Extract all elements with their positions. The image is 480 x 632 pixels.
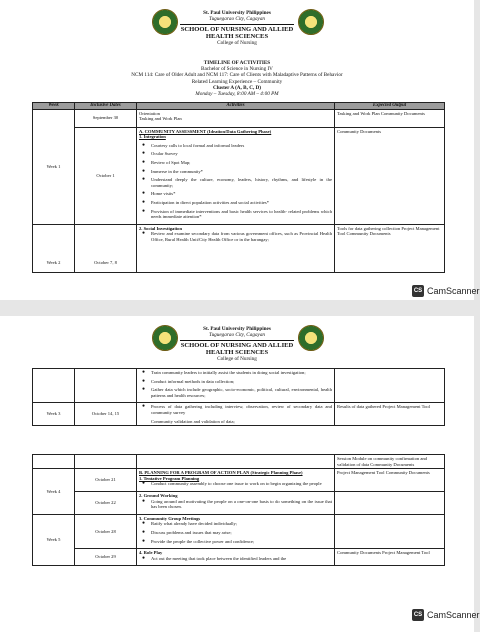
list-item: ● Going around and motivating the people on a one-on-one basis to do something on the issue that has been chosen. [151,499,332,510]
university-city: Tuguegarao City, Cagayan [208,16,266,23]
table-row [33,369,445,403]
school-title-block [170,26,304,47]
subsection-heading: 3. Community Group Meetings [139,515,201,521]
university-name: St. Paul University Philippines [203,10,271,16]
camscanner-icon: CS [412,285,424,297]
timeline-table-page-2-top [32,368,445,426]
column-header-week: Week [33,103,75,110]
schedule-label: Monday – Tuesday, 8:00 AM – 4:00 PM [195,91,279,98]
camscanner-watermark [412,285,480,297]
list-item: ● Immerse in the community* [151,169,332,175]
table-row [33,224,445,272]
output-cell: Community Documents [335,127,445,224]
output-cell: Results of data gathered Project Management Tool [335,403,445,426]
document-page-2 [0,316,480,632]
course-name: NCM 114: Care of Older Adult and NCM 117: Care of Clients with Maladaptive Patterns of Behavior [131,72,343,79]
camscanner-icon: CS [412,609,424,621]
list-item: ● Courtesy calls to local formal and informal leaders [151,143,332,149]
date-cell: October 7, 8 [75,224,137,272]
camscanner-watermark [412,609,480,621]
table-row [33,127,445,224]
week-cell: Week 5 [33,514,75,566]
list-item: ● Discuss problems and issues that may arise; [151,530,332,536]
table-row [33,549,445,566]
date-cell: October 14, 15 [75,403,137,426]
list-item: ● Participation in direct population activities and social activities* [151,200,332,206]
list-item: ● Ocular Survey [151,151,332,157]
date-cell: October 22 [75,491,137,514]
table-row [33,491,445,514]
activity-cell [137,369,335,403]
activity-line: Orientation [139,110,160,116]
activity-cell [137,109,335,127]
tentative-list [139,481,332,487]
activity-cell [137,127,335,224]
activity-cell [137,491,335,514]
subsection-heading: 2. Social Investigation [139,225,183,231]
camscanner-label: CamScanner [427,610,480,620]
column-header-output: Expected Output [335,103,445,110]
date-cell: October 1 [75,127,137,224]
list-item: ● Provision of immediate interventions and basic health services to health- related problems which needs immediate attention* [151,209,332,220]
experience-name: Related Learning Experience – Community [191,78,283,85]
list-item: ● Conduct community assembly to choose one issue to work on to begin organizing the people [151,481,332,487]
list-item: ● Process of data gathering including interview, observation, review of secondary data and community survey [151,404,332,415]
week3-list [139,404,332,415]
table-row [33,514,445,548]
table-row [33,469,445,492]
subsection-heading: 1. Tentative Program Planning [139,475,200,481]
output-cell: Session Module on community confirmation and validation of data Community Documents [335,455,445,469]
ground-list [139,499,332,510]
timeline-title: TIMELINE OF ACTIVITIES [203,60,271,66]
list-item: ● Conduct informal methods in data collection; [151,379,332,385]
list-item: ● Review of Spot Map; [151,160,332,166]
date-cell: October 21 [75,469,137,492]
school-name: SCHOOL OF NURSING AND ALLIED HEALTH SCIENCES [180,26,294,41]
table-row [33,109,445,127]
integration-list [139,143,332,220]
date-cell: October 28 [75,514,137,548]
subsection-heading: 2. Ground Working [139,492,178,498]
list-item: ● Home visits* [151,191,332,197]
subsection-heading: 1. Integration [139,134,166,140]
table-row [33,455,445,469]
section-heading: B. PLANNING FOR A PROGRAM OF ACTION PLAN (Strategic Planning Phase) [139,470,303,476]
college-name: College of Nursing [217,356,257,363]
date-cell: September 30 [75,109,137,127]
week-cell: Week 4 [33,469,75,515]
list-item: ● Train community leaders to initially assist the students in doing social investigation; [151,370,332,376]
activity-cell [137,514,335,548]
section-heading: A. COMMUNITY ASSESSMENT (Ideation/Data Gathering Phase) [139,128,272,134]
column-header-activities: Activities [137,103,335,110]
list-item: ● Gather data which include geographic, socio-economic, political, cultural, environmental, health patterns and health resources; [151,387,332,398]
subsection-heading: 4. Role Play [139,550,163,556]
list-item: ● Ratify what already have decided individually; [151,521,332,527]
output-cell: Project Management Tool Community Documents [335,469,445,492]
document-page-1 [0,0,480,300]
cluster-label: Cluster A (A, B, C, D) [212,84,262,91]
list-item: ● Review and examine secondary data from various government offices, such as Provincial Health Office, Rural Health Unit/City Health Office or in the barangay; [151,231,332,242]
timeline-table-page-1 [32,102,445,273]
output-cell: Community Documents Project Management Tool [335,549,445,566]
list-item: ● Act out the meeting that took place between the identified leaders and the [151,556,332,562]
output-cell: Tasking and Work Plan Community Documents [335,109,445,127]
output-cell: Tools for data gathering collection Project Management Tool Community Documents [335,224,445,272]
activity-cell [137,403,335,426]
header-rule [180,340,294,341]
school-name: SCHOOL OF NURSING AND ALLIED HEALTH SCIENCES [180,342,294,357]
date-cell: October 29 [75,549,137,566]
list-item: ● Understand deeply the culture, economy, leaders, history, rhythms, and lifestyle in the community; [151,177,332,188]
continued-list [139,370,332,398]
school-title-block [170,342,304,363]
camscanner-label: CamScanner [427,286,480,296]
meetings-list [139,521,332,544]
activity-cell [137,224,335,272]
activity-cell [137,549,335,566]
header-rule [180,24,294,25]
document-header [0,326,474,338]
activity-cell [137,469,335,492]
timeline-heading [0,60,474,97]
university-city: Tuguegarao City, Cagayan [208,332,266,339]
week-cell: Week 1 [33,109,75,224]
social-list [139,231,332,242]
activity-line: Tasking and Work Plan [139,116,182,122]
week-cell: Week 2 [33,224,75,272]
week-cell: Week 3 [33,403,75,426]
program-name: Bachelor of Science in Nursing IV [201,66,273,73]
column-header-dates: Inclusive Dates [75,103,137,110]
university-name: St. Paul University Philippines [203,326,271,332]
roleplay-list [139,556,332,562]
activity-line: Community validation and validation of data; [151,418,235,424]
list-item: ● Provide the people the collective power and confidence; [151,539,332,545]
document-header [0,10,474,22]
college-name: College of Nursing [217,40,257,47]
table-header-row [33,103,445,110]
timeline-table-page-2-bottom [32,454,445,566]
table-row [33,403,445,426]
